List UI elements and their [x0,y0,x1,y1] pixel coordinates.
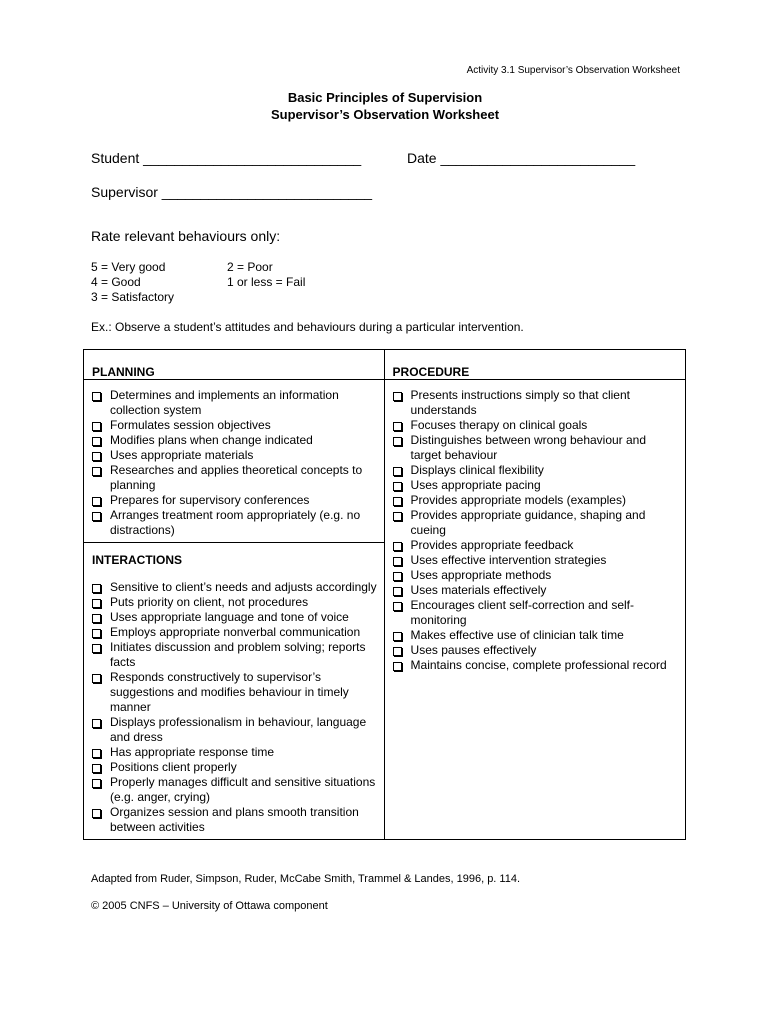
rating-3: 3 = Satisfactory [91,290,175,304]
checkbox-icon[interactable] [92,497,101,506]
planning-item [90,493,378,508]
checkbox-icon[interactable] [92,614,101,623]
checkbox-icon[interactable] [393,587,402,596]
procedure-item [391,643,679,658]
checkbox-icon[interactable] [393,512,402,521]
planning-item [90,508,378,538]
planning-item-label: Modifies plans when change indicated [110,433,313,447]
planning-item [90,388,378,418]
procedure-item-label: Uses pauses effectively [410,643,537,657]
procedure-item-label: Uses appropriate pacing [410,478,541,492]
interactions-item [90,715,378,745]
checkbox-icon[interactable] [92,629,101,638]
planning-item-label: Uses appropriate materials [110,448,254,462]
procedure-item-label: Provides appropriate models (examples) [410,493,626,507]
planning-item [90,418,378,433]
interactions-item-label: Properly manages difficult and sensitive situations (e.g. anger, crying) [110,775,376,804]
procedure-item [391,508,679,538]
interactions-item [90,745,378,760]
procedure-item [391,658,679,673]
header-note: Activity 3.1 Supervisor’s Observation Worksheet [466,65,680,76]
checkbox-icon[interactable] [92,437,101,446]
checkbox-icon[interactable] [393,497,402,506]
checkbox-icon[interactable] [393,632,402,641]
checkbox-icon[interactable] [92,764,101,773]
checkbox-icon[interactable] [92,719,101,728]
procedure-item-label: Distinguishes between wrong behaviour and target behaviour [410,433,647,462]
procedure-item-label: Uses appropriate methods [410,568,552,582]
interactions-item-label: Sensitive to client’s needs and adjusts accordingly [110,580,377,594]
rating-scale-left [91,260,174,305]
left-body-cell [84,380,385,840]
checkbox-icon[interactable] [92,422,101,431]
procedure-item-label: Makes effective use of clinician talk time [410,628,624,642]
procedure-item [391,568,679,583]
interactions-item-label: Responds constructively to supervisor’s suggestions and modifies behaviour in timely manner [110,670,349,714]
checkbox-icon[interactable] [92,674,101,683]
procedure-header-cell [384,350,685,380]
checkbox-icon[interactable] [393,392,402,401]
rating-scale-right [227,260,305,290]
copyright-note: © 2005 CNFS – University of Ottawa component [91,900,328,912]
checkbox-icon[interactable] [92,599,101,608]
planning-item-label: Formulates session objectives [110,418,271,432]
checkbox-icon[interactable] [393,437,402,446]
rating-5: 5 = Very good [91,260,166,274]
checkbox-icon[interactable] [92,644,101,653]
procedure-item [391,553,679,568]
interactions-item [90,760,378,775]
checkbox-icon[interactable] [92,749,101,758]
interactions-item-label: Displays professionalism in behaviour, language and dress [110,715,367,744]
interactions-item [90,805,378,835]
page-subtitle: Supervisor’s Observation Worksheet [270,107,500,122]
interactions-item-label: Organizes session and plans smooth transition between activities [110,805,359,834]
checkbox-icon[interactable] [92,392,101,401]
procedure-heading: PROCEDURE [392,365,470,379]
procedure-item [391,598,679,628]
page-title: Basic Principles of Supervision [287,90,483,105]
planning-item-label: Prepares for supervisory conferences [110,493,310,507]
right-body-cell [384,380,685,840]
checkbox-icon[interactable] [393,602,402,611]
example-note: Ex.: Observe a student’s attitudes and behaviours during a particular intervention. [91,320,524,334]
procedure-item [391,463,679,478]
rating-1: 1 or less = Fail [227,275,306,289]
planning-item [90,463,378,493]
interactions-item-label: Employs appropriate nonverbal communication [110,625,361,639]
rating-4: 4 = Good [91,275,141,289]
interactions-item [90,580,378,595]
checkbox-icon[interactable] [393,557,402,566]
procedure-item-label: Displays clinical flexibility [410,463,544,477]
interactions-heading: INTERACTIONS [84,542,384,580]
checkbox-icon[interactable] [92,467,101,476]
procedure-item [391,418,679,433]
checkbox-icon[interactable] [92,512,101,521]
checkbox-icon[interactable] [92,452,101,461]
procedure-item [391,388,679,418]
procedure-item [391,433,679,463]
planning-item-label: Determines and implements an information collection system [110,388,339,417]
checkbox-icon[interactable] [393,422,402,431]
interactions-item [90,640,378,670]
procedure-item-label: Provides appropriate guidance, shaping and cueing [410,508,646,537]
procedure-item [391,493,679,508]
planning-heading: PLANNING [92,365,155,379]
interactions-item-label: Uses appropriate language and tone of voice [110,610,349,624]
procedure-list [385,380,685,677]
procedure-item-label: Encourages client self-correction and self-monitoring [410,598,634,627]
planning-header-cell [84,350,385,380]
interactions-item [90,610,378,625]
observation-table [83,349,686,840]
checkbox-icon[interactable] [393,572,402,581]
planning-item [90,448,378,463]
planning-item [90,433,378,448]
checkbox-icon[interactable] [393,662,402,671]
planning-list [84,380,384,542]
planning-item-label: Researches and applies theoretical concepts to planning [110,463,363,492]
interactions-item-label: Positions client properly [110,760,237,774]
checkbox-icon[interactable] [393,482,402,491]
checkbox-icon[interactable] [393,647,402,656]
interactions-list [84,580,384,839]
checkbox-icon[interactable] [92,584,101,593]
title-block [0,89,770,123]
supervisor-field[interactable]: Supervisor ___________________________ [91,184,373,200]
checkbox-icon[interactable] [393,467,402,476]
student-field[interactable]: Student ____________________________ [91,150,362,166]
rating-title: Rate relevant behaviours only: [91,228,281,244]
checkbox-icon[interactable] [92,809,101,818]
interactions-item [90,595,378,610]
date-field[interactable]: Date _________________________ [407,150,636,166]
procedure-item-label: Provides appropriate feedback [410,538,574,552]
procedure-item [391,538,679,553]
checkbox-icon[interactable] [393,542,402,551]
checkbox-icon[interactable] [92,779,101,788]
procedure-item [391,478,679,493]
procedure-item-label: Focuses therapy on clinical goals [410,418,588,432]
interactions-item [90,775,378,805]
procedure-item-label: Uses effective intervention strategies [410,553,607,567]
planning-item-label: Arranges treatment room appropriately (e.g. no distractions) [110,508,361,537]
interactions-item [90,670,378,715]
procedure-item-label: Uses materials effectively [410,583,547,597]
procedure-item [391,583,679,598]
interactions-item-label: Initiates discussion and problem solving; reports facts [110,640,366,669]
source-citation: Adapted from Ruder, Simpson, Ruder, McCabe Smith, Trammel & Landes, 1996, p. 114. [91,873,521,885]
procedure-item-label: Presents instructions simply so that client understands [410,388,630,417]
rating-2: 2 = Poor [227,260,273,274]
procedure-item-label: Maintains concise, complete professional record [410,658,667,672]
interactions-item-label: Puts priority on client, not procedures [110,595,309,609]
interactions-item [90,625,378,640]
procedure-item [391,628,679,643]
interactions-item-label: Has appropriate response time [110,745,275,759]
